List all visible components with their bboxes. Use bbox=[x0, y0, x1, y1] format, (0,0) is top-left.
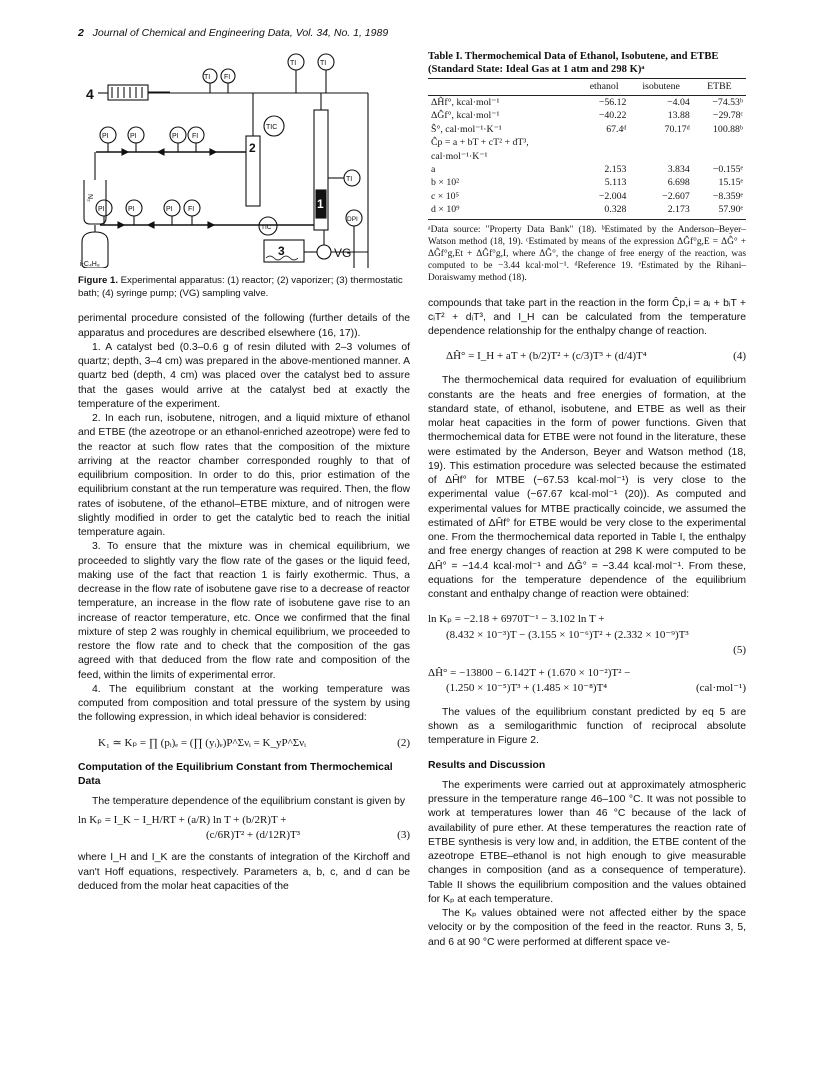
paragraph: compounds that take part in the reaction in the form Ĉp,i = aᵢ + bᵢT + cᵢT² + dᵢT³, and I_H can be calculated from the temperature dependence relationship for the enthalpy change of reaction. bbox=[428, 297, 746, 338]
table-cell bbox=[693, 136, 746, 149]
tic-label-2: TIC bbox=[261, 224, 272, 231]
pi-label-1: PI bbox=[102, 133, 109, 140]
table-cell bbox=[693, 150, 746, 163]
equation-6: ΔĤ° = −13800 − 6.142T + (1.670 × 10⁻²)T² − (1.250 × 10⁻⁵)T³ + (1.485 × 10⁻⁸)T⁴ (cal·mol⁻¹) bbox=[428, 666, 746, 694]
paragraph: The experiments were carried out at approximately atmospheric pressure in the temperature range 46–100 °C. It was not possible to work at temperatures lower than 46 °C because of the lack of availability of pure ether. At these temperatures the reaction rate of ETBE synthesis is very low and, in addition, the ETBE content of the azeotrope ETBE–ethanol is not high enough to give measurable changes in composition (and as a consequence of temperature). Table II shows the equilibrium composition and the values obtained for Kₚ at each temperature. bbox=[428, 779, 746, 905]
equation-5: ln Kₚ = −2.18 + 6970T⁻¹ − 3.102 ln T + (8.432 × 10⁻³)T − (3.155 × 10⁻⁶)T² + (2.332 × 10⁻⁹)T³ (5) bbox=[428, 613, 746, 656]
table-cell: −56.12 bbox=[598, 96, 627, 108]
label-2: 2 bbox=[249, 141, 256, 155]
table-rule bbox=[428, 219, 746, 220]
table-row bbox=[428, 123, 746, 136]
row-label: b × 10² bbox=[431, 177, 460, 189]
table-cell bbox=[579, 150, 630, 163]
fi-label-2: FI bbox=[192, 133, 199, 140]
table-cell: 100.88ᵇ bbox=[713, 123, 743, 135]
fi-label-3: FI bbox=[188, 206, 195, 213]
table-body bbox=[428, 95, 746, 216]
table-cell bbox=[629, 136, 692, 149]
table-cell: 13.88 bbox=[667, 110, 690, 122]
table-cell: 2.153 bbox=[604, 163, 627, 175]
table-row bbox=[428, 163, 746, 176]
right-column bbox=[428, 50, 746, 950]
table-cell: 2.173 bbox=[667, 204, 690, 216]
table-cell: −2.004 bbox=[598, 190, 627, 202]
table-cell: −0.155ᵉ bbox=[712, 163, 743, 175]
table-cell: 6.698 bbox=[667, 177, 690, 189]
table-cell: 57.90ᵉ bbox=[718, 204, 743, 216]
ti-label-4: TI bbox=[346, 176, 353, 183]
fi-label-1: FI bbox=[224, 74, 231, 81]
section-heading: Results and Discussion bbox=[428, 759, 546, 771]
table-footnote: ᵃData source: "Property Data Bank" (18). ᵇEstimated by the Anderson–Beyer–Watson method (18, 19). ᶜEstimated by means of the expression ΔĜf°g,E = ΔĜ° + ΔĜf°g,Et + ΔĜf°g,I, where ΔĜ°, the change of free energy of the reaction, was computed to be −3.44 kcal·mol⁻¹. ᵈReference 19. ᵉEstimated by the Rihani–Doraiswamy method (18). bbox=[428, 224, 746, 284]
table-cell: −4.04 bbox=[667, 96, 690, 108]
paragraph: The values of the equilibrium constant predicted by eq 5 are shown as a semilogarithmic function of reciprocal absolute temperature in Figure 2. bbox=[428, 706, 746, 747]
left-column bbox=[78, 50, 410, 894]
table-cell: 0.328 bbox=[604, 204, 627, 216]
row-label: cal·mol⁻¹·K⁻¹ bbox=[431, 150, 488, 162]
table-row bbox=[428, 203, 746, 216]
paragraph: The thermochemical data required for evaluation of equilibrium constants are the heats and free energies of formation, at the standard state, of ethanol, isobutene, and ETBE as well as their molar heat capacities in the form of power functions. Given that thermochemical data for ETBE were not found in the literature, these were estimated by the Anderson, Beyer and Watson method (18, 19). This estimation procedure was selected because the estimated of ΔĤf° for MTBE (−67.53 kcal·mol⁻¹) is very close to the experimental value (−67.67 kcal·mol⁻¹ (20)). As computed and experimental values for MTBE practically coincide, we assumed the estimated of ΔĤf° for ETBE would be very close to the experimental one. From the thermochemical data reported in Table I, the enthalpy and free energy changes of reaction at 298 K were computed to be ΔĤ° = −14.4 kcal·mol⁻¹ and ΔĜ° = −3.44 kcal·mol⁻¹. From these, equations for the temperature dependence of the equilibrium constant and enthalpy change of reaction were obtained: bbox=[428, 375, 746, 601]
table-cell: −8.359ᵉ bbox=[712, 190, 743, 202]
table-cell: −74.53ᵇ bbox=[712, 96, 743, 108]
thermochemical-table bbox=[428, 78, 746, 216]
paragraph: where I_H and I_K are the constants of integration of the Kirchoff and van't Hoff equations, respectively. Parameters a, b, c, and d can be deduced from the molar heat capacities of the bbox=[78, 852, 410, 892]
section-heading: Computation of the Equilibrium Constant from Thermochemical Data bbox=[78, 761, 393, 787]
paragraph: The Kₚ values obtained were not affected either by the space velocity or by the composition of the feed in the reactor. Runs 3, 5, and 6 at 90 °C were performed at different space ve- bbox=[428, 908, 746, 948]
figure-caption: Figure 1. Experimental apparatus: (1) reactor; (2) vaporizer; (3) thermostatic bath; (4) syringe pump; (VG) sampling valve. bbox=[78, 275, 403, 300]
table-row bbox=[428, 150, 746, 163]
row-label: d × 10⁹ bbox=[431, 204, 460, 216]
table-cell: 3.834 bbox=[667, 163, 690, 175]
label-3: 3 bbox=[278, 244, 285, 258]
table-cell: −29.78ᶜ bbox=[712, 110, 743, 122]
table-cell: 5.113 bbox=[604, 177, 627, 189]
ti-label-1: TI bbox=[204, 74, 211, 81]
tic-label-1: TIC bbox=[266, 124, 278, 131]
table-row bbox=[428, 176, 746, 189]
n2-label: N₂ bbox=[86, 194, 93, 202]
table-cell: 67.4ᵈ bbox=[606, 123, 627, 135]
paragraph: 1. A catalyst bed (0.3–0.6 g of resin diluted with 2–3 volumes of quartz; depth, 3–4 cm) was prepared in the above-mentioned manner. A quartz bed (depth, 4 cm) was placed over the catalyst bed to assure that the gases would arrive at the catalyst bed at exactly the temperature of the experiment. bbox=[78, 341, 410, 410]
figure-1-apparatus-diagram bbox=[78, 50, 410, 268]
row-label: c × 10⁵ bbox=[431, 190, 459, 202]
table-title: Table I. Thermochemical Data of Ethanol, Isobutene, and ETBE (Standard State: Ideal Gas at 1 atm and 298 K)ᵃ bbox=[428, 51, 719, 76]
table-cell bbox=[629, 150, 692, 163]
running-header: 2 Journal of Chemical and Engineering Data, Vol. 34, No. 1, 1989 bbox=[78, 27, 389, 39]
row-label: a bbox=[431, 163, 436, 175]
table-cell: −40.22 bbox=[598, 110, 627, 122]
dpi-label: DPI bbox=[347, 216, 358, 223]
equation-4: ΔĤ° = I_H + aT + (b/2)T² + (c/3)T³ + (d/4)T⁴ (4) bbox=[446, 350, 746, 363]
isobutene-label: i-C₄H₈ bbox=[80, 261, 100, 268]
row-label: Ŝ°, cal·mol⁻¹·K⁻¹ bbox=[431, 123, 502, 135]
table-cell: −2.607 bbox=[662, 190, 690, 202]
ti-label-2: TI bbox=[290, 60, 297, 67]
pi-label-2: PI bbox=[130, 133, 137, 140]
table-row bbox=[428, 95, 746, 109]
pi-label-5: PI bbox=[128, 206, 135, 213]
row-label: Ĉp = a + bT + cT² + dT³, bbox=[431, 137, 529, 149]
pi-label-3: PI bbox=[172, 133, 179, 140]
paragraph: 2. In each run, isobutene, nitrogen, and a liquid mixture of ethanol and ETBE (the azeotrope or an ethanol-enriched azeotrope) were fed to the reactor at such flow rates that the composition of the mixture arriving at the reactor chamber corresponded roughly to that of equilibrium composition. In order to do this, prior estimation of the equilibrium constant at the run temperature was required. Then, the flow rates of isobutene, of the ethanol–ETBE mixture, and of nitrogen were slightly modified in order to get the catalytic bed to reach the initial temperature again. bbox=[78, 413, 410, 539]
paragraph: perimental procedure consisted of the following (further details of the apparatus and procedures are described elsewhere (16, 17)). bbox=[78, 313, 410, 339]
equation-3: ln Kₚ = I_K − I_H/RT + (a/R) ln T + (b/2R)T + (c/6R)T² + (d/12R)T³ (3) bbox=[78, 814, 410, 842]
ti-label-3: TI bbox=[320, 60, 327, 67]
vg-label: VG bbox=[334, 246, 352, 260]
table-cell: 70.17ᵈ bbox=[664, 123, 690, 135]
table-row bbox=[428, 136, 746, 149]
label-1: 1 bbox=[317, 197, 324, 211]
apparatus-schematic bbox=[78, 50, 410, 268]
table-header-row: ethanol isobutene ETBE bbox=[428, 79, 746, 95]
equation-2: K₁ ≃ Kₚ = ∏ (pᵢ)ₑ = (∏ (yᵢ)ₑ)P^Σνᵢ = K_yP^Σνᵢ (2) bbox=[98, 736, 410, 749]
paragraph: 4. The equilibrium constant at the working temperature was computed from composition and total pressure of the system by using the following expression, in which ideal behavior is considered: bbox=[78, 683, 410, 724]
pi-label-6: PI bbox=[166, 206, 173, 213]
label-4: 4 bbox=[86, 86, 94, 102]
paragraph: 3. To ensure that the mixture was in chemical equilibrium, we proceeded to slightly vary the flow rate of the gases or the liquid feed, making use of the fact that reaction 1 is fairly exothermic. Thus, a decrease in the flow rate of isobutene gave rise to a decrease of reactor temperature, an increase in the flow rate of isobutene gave rise to an increase of reactor temperature, etc. Once we confirmed that the final mixture of step 2 was roughly in chemical equilibrium, we proceeded to restore the flow rate and to check that the composition of the gas agreed with that deduced from the flow rate and composition of the feed, within the limits of experimental error. bbox=[78, 541, 410, 681]
table-row bbox=[428, 109, 746, 122]
row-label: ΔĜf°, kcal·mol⁻¹ bbox=[431, 110, 500, 122]
table-cell bbox=[579, 136, 630, 149]
table-row bbox=[428, 190, 746, 203]
pi-label-4: PI bbox=[98, 206, 105, 213]
table-cell: 15.15ᵉ bbox=[718, 177, 743, 189]
row-label: ΔĤf°, kcal·mol⁻¹ bbox=[431, 96, 500, 108]
paragraph: The temperature dependence of the equilibrium constant is given by bbox=[92, 796, 406, 808]
